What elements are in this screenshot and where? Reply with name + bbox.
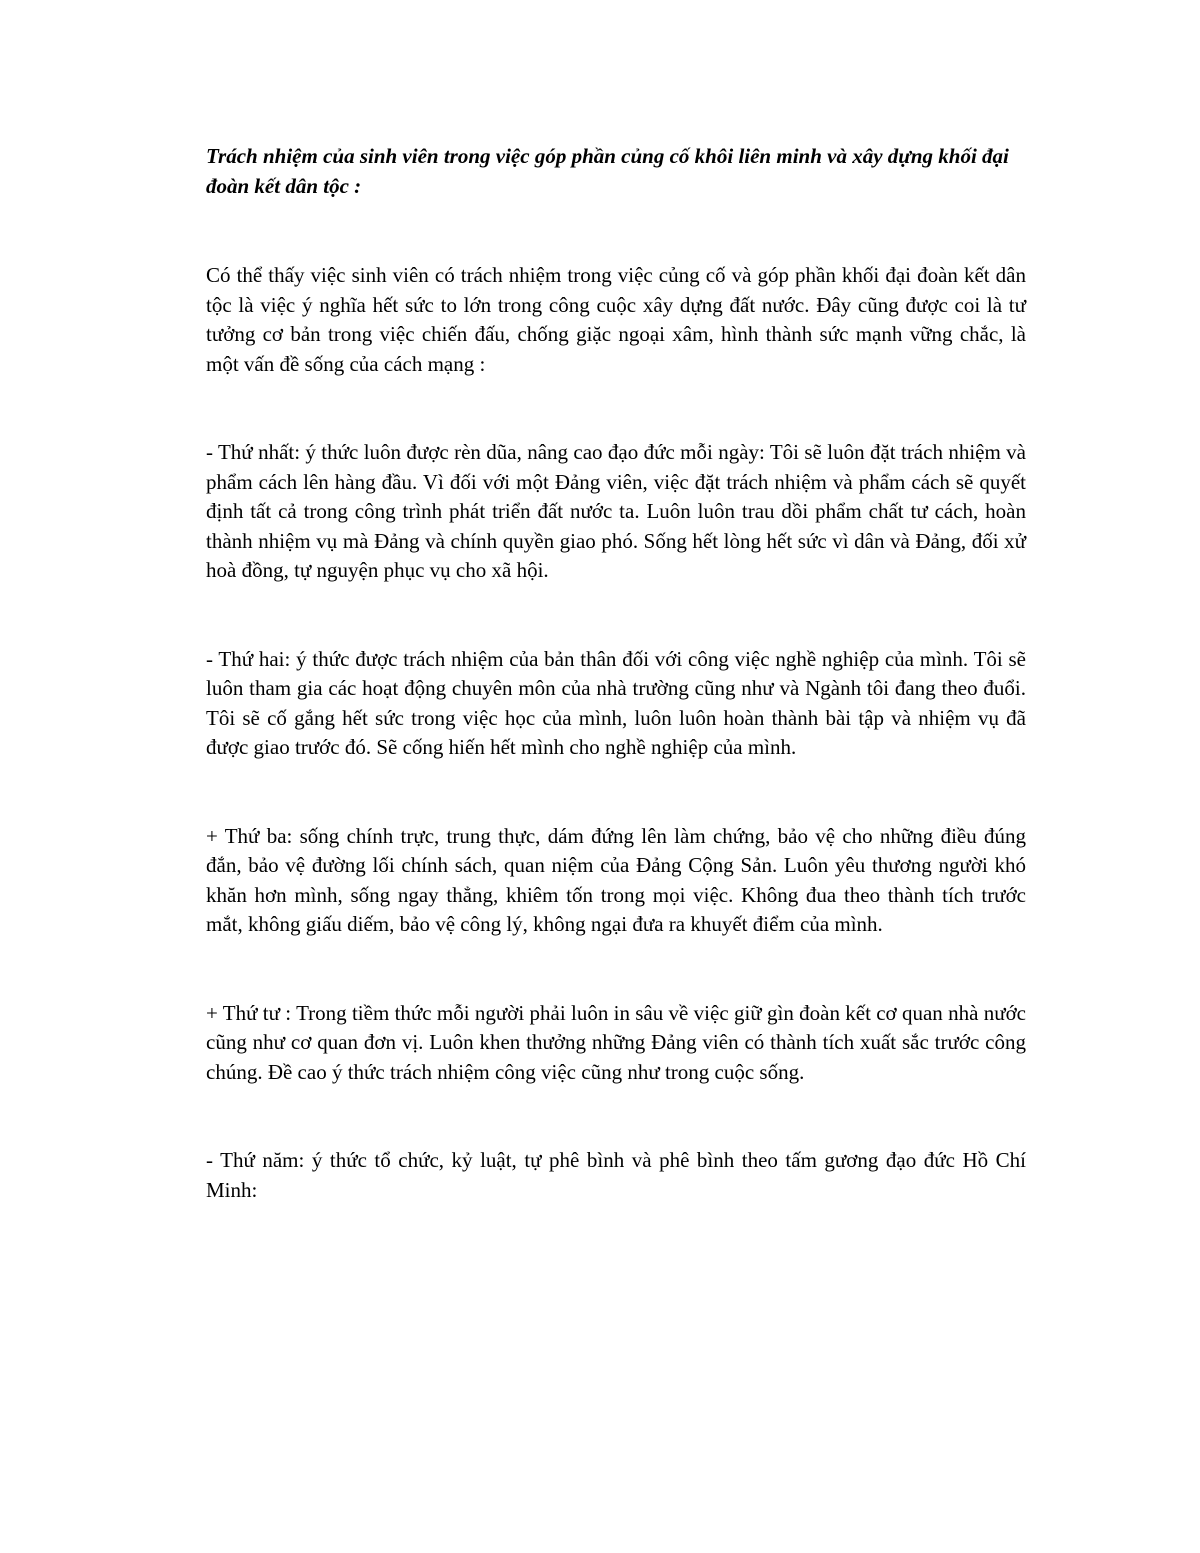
- document-title: Trách nhiệm của sinh viên trong việc góp phần củng cố khôi liên minh và xây dựng khối đại đoàn kết dân tộc :: [206, 144, 1009, 198]
- paragraph-fifth: - Thứ năm: ý thức tổ chức, kỷ luật, tự phê bình và phê bình theo tấm gương đạo đức Hồ Chí Minh:: [206, 1148, 1026, 1202]
- paragraph-second: - Thứ hai: ý thức được trách nhiệm của bản thân đối với công việc nghề nghiệp của mình. Tôi sẽ luôn tham gia các hoạt động chuyên môn của nhà trường cũng như và Ngành tôi đang theo đuổi. Tôi sẽ cố gắng hết sức trong việc học của mình, luôn luôn hoàn thành bài tập và nhiệm vụ đã được giao trước đó. Sẽ cống hiến hết mình cho nghề nghiệp của mình.: [206, 646, 1026, 759]
- paragraph-fourth: + Thứ tư : Trong tiềm thức mỗi người phải luôn in sâu về việc giữ gìn đoàn kết cơ quan nhà nước cũng như cơ quan đơn vị. Luôn khen thưởng những Đảng viên có thành tích xuất sắc trước công chúng. Đề cao ý thức trách nhiệm công việc cũng như trong cuộc sống.: [206, 1000, 1026, 1084]
- paragraph-third: + Thứ ba: sống chính trực, trung thực, dám đứng lên làm chứng, bảo vệ cho những điều đúng đắn, bảo vệ đường lối chính sách, quan niệm của Đảng Cộng Sản. Luôn yêu thương người khó khăn hơn mình, sống ngay thẳng, khiêm tốn trong mọi việc. Không đua theo thành tích trước mắt, không giấu diếm, bảo vệ công lý, không ngại đưa ra khuyết điểm của mình.: [206, 823, 1026, 936]
- document-body: [206, 142, 1026, 1205]
- paragraph-intro: Có thể thấy việc sinh viên có trách nhiệm trong việc củng cố và góp phần khối đại đoàn kết dân tộc là việc ý nghĩa hết sức to lớn trong công cuộc xây dựng đất nước. Đây cũng được coi là tư tưởng cơ bản trong việc chiến đấu, chống giặc ngoại xâm, hình thành sức mạnh vững chắc, là một vấn đề sống của cách mạng :: [206, 263, 1026, 376]
- paragraph-first: - Thứ nhất: ý thức luôn được rèn dũa, nâng cao đạo đức mỗi ngày: Tôi sẽ luôn đặt trách nhiệm và phẩm cách lên hàng đầu. Vì đối với một Đảng viên, việc đặt trách nhiệm và phẩm cách sẽ quyết định tất cả trong công trình phát triển đất nước ta. Luôn luôn trau dồi phẩm chất tư cách, hoàn thành nhiệm vụ mà Đảng và chính quyền giao phó. Sống hết lòng hết sức vì dân và Đảng, đối xử hoà đồng, tự nguyện phục vụ cho xã hội.: [206, 440, 1026, 582]
